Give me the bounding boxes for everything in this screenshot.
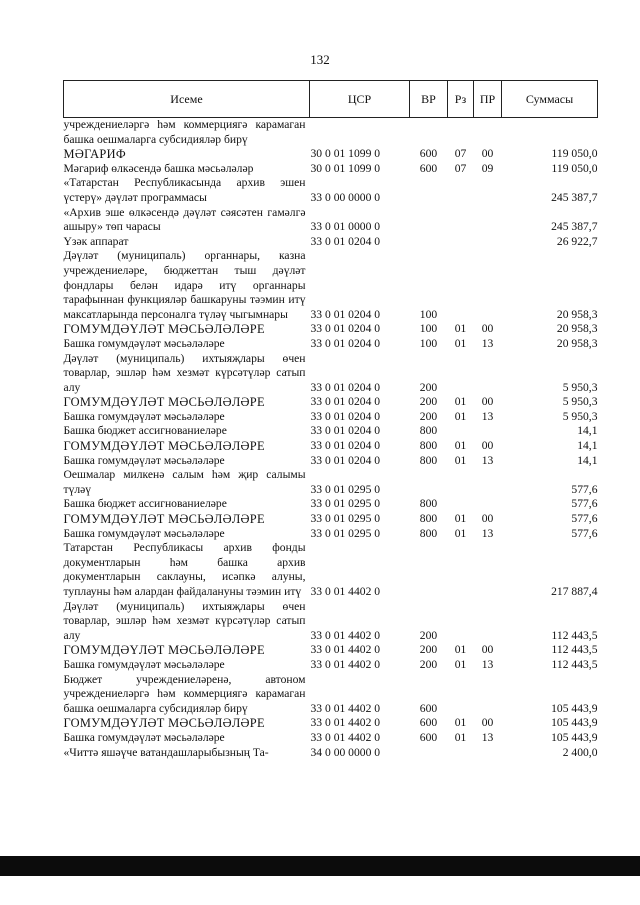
cell-rz: 01 bbox=[454, 453, 467, 467]
cell-sum: 14,1 bbox=[577, 424, 598, 438]
cell-sum: 105 443,9 bbox=[551, 716, 598, 730]
cell-sum: 112 443,5 bbox=[551, 657, 598, 671]
cell-rz bbox=[448, 468, 474, 497]
cell-name: «Архив эше өлкәсендә дәүләт сәясәтен гамәлгә ашыру» төп чарасы bbox=[63, 205, 306, 234]
cell-vr: 100 bbox=[419, 322, 438, 336]
header-csr: ЦСР bbox=[310, 81, 410, 118]
cell-pr bbox=[474, 468, 502, 497]
cell-pr: 13 bbox=[481, 657, 494, 671]
table-row bbox=[64, 162, 598, 177]
cell-name: Башка гомумдәүләт мәсьәләләре bbox=[63, 336, 225, 350]
cell-rz bbox=[448, 541, 474, 599]
cell-sum: 112 443,5 bbox=[551, 628, 598, 642]
cell-rz bbox=[448, 249, 474, 322]
table-row bbox=[64, 600, 598, 644]
cell-sum bbox=[502, 118, 598, 148]
table-row bbox=[64, 731, 598, 746]
cell-rz: 01 bbox=[454, 730, 467, 744]
cell-pr bbox=[474, 600, 502, 644]
header-pr: ПР bbox=[474, 81, 502, 118]
cell-sum: 14,1 bbox=[577, 439, 598, 453]
cell-name: Бюджет учреждениеләренә, автоном учреждениеләргә һәм коммерциягә карамаган башка оешмаларга субсидияләр бирү bbox=[63, 672, 306, 715]
cell-pr: 00 bbox=[481, 322, 494, 336]
cell-vr: 800 bbox=[419, 497, 438, 511]
table-row bbox=[64, 454, 598, 469]
cell-name: Башка бюджет ассигнованиеләре bbox=[63, 424, 227, 438]
cell-rz bbox=[448, 235, 474, 250]
table-row bbox=[64, 497, 598, 512]
cell-sum: 105 443,9 bbox=[551, 701, 598, 715]
header-name: Исеме bbox=[64, 81, 310, 118]
cell-name: ГОМУМДӘҮЛӘТ МӘСЬӘЛӘЛӘРЕ bbox=[63, 716, 265, 731]
table-row bbox=[64, 673, 598, 717]
cell-vr: 800 bbox=[419, 526, 438, 540]
cell-vr: 200 bbox=[419, 657, 438, 671]
table-row bbox=[64, 658, 598, 673]
cell-csr: 33 0 01 0204 0 bbox=[310, 234, 381, 248]
cell-name: Башка гомумдәүләт мәсьәләләре bbox=[63, 453, 225, 467]
cell-csr: 33 0 01 4402 0 bbox=[310, 657, 381, 671]
cell-vr: 800 bbox=[419, 453, 438, 467]
cell-name: «Читтә яшәүче ватандашларыбызның Та- bbox=[63, 745, 269, 759]
header-sum: Суммасы bbox=[502, 81, 598, 118]
cell-pr bbox=[474, 118, 502, 148]
table-row bbox=[64, 352, 598, 396]
cell-pr bbox=[474, 235, 502, 250]
cell-csr: 33 0 01 4402 0 bbox=[310, 628, 381, 642]
cell-sum: 26 922,7 bbox=[556, 234, 598, 248]
cell-rz bbox=[448, 673, 474, 717]
cell-csr: 33 0 01 0204 0 bbox=[310, 322, 381, 336]
cell-csr: 33 0 01 4402 0 bbox=[310, 643, 381, 657]
table-row bbox=[64, 468, 598, 497]
cell-pr bbox=[474, 497, 502, 512]
cell-vr bbox=[410, 468, 448, 497]
cell-sum: 20 958,3 bbox=[556, 322, 598, 336]
cell-rz: 01 bbox=[454, 439, 467, 453]
cell-sum: 119 050,0 bbox=[551, 147, 598, 161]
cell-pr: 13 bbox=[481, 453, 494, 467]
cell-sum: 5 950,3 bbox=[562, 409, 598, 423]
cell-rz: 01 bbox=[454, 657, 467, 671]
cell-vr: 200 bbox=[419, 409, 438, 423]
cell-rz bbox=[448, 746, 474, 761]
cell-rz: 01 bbox=[454, 336, 467, 350]
cell-pr: 00 bbox=[481, 643, 494, 657]
cell-name: Дәүләт (муниципаль) ихтыяҗлары өчен товарлар, эшләр һәм хезмәт күрсәтүләр сатып алу bbox=[63, 599, 306, 642]
cell-csr: 33 0 01 0295 0 bbox=[310, 482, 381, 496]
table-row bbox=[64, 176, 598, 205]
cell-vr bbox=[410, 235, 448, 250]
table-row bbox=[64, 249, 598, 322]
cell-name: ГОМУМДӘҮЛӘТ МӘСЬӘЛӘЛӘРЕ bbox=[63, 643, 265, 658]
cell-sum: 20 958,3 bbox=[556, 336, 598, 350]
cell-name: Дәүләт (муниципаль) органнары, казна учреждениеләре, бюджеттан тыш дәүләт фондлары белән идарә итү органнары тарафыннан функцияләр башкаруны тәэмин итү максатларында персоналга түләү чыгымнары bbox=[63, 249, 306, 321]
table-row bbox=[64, 512, 598, 527]
cell-sum: 2 400,0 bbox=[562, 745, 598, 759]
table-row bbox=[64, 746, 598, 761]
cell-name: «Татарстан Республикасында архив эшен үстерү» дәүләт программасы bbox=[63, 176, 306, 204]
cell-csr: 33 0 01 0000 0 bbox=[310, 220, 381, 234]
cell-vr: 200 bbox=[419, 643, 438, 657]
cell-sum: 20 958,3 bbox=[556, 307, 598, 321]
cell-name: ГОМУМДӘҮЛӘТ МӘСЬӘЛӘЛӘРЕ bbox=[63, 439, 265, 454]
cell-pr: 00 bbox=[481, 439, 494, 453]
cell-csr: 34 0 00 0000 0 bbox=[310, 745, 381, 759]
cell-name: МӘГАРИФ bbox=[63, 147, 126, 162]
table-row bbox=[64, 235, 598, 250]
cell-rz bbox=[448, 206, 474, 235]
cell-pr: 13 bbox=[481, 409, 494, 423]
cell-name: Башка гомумдәүләт мәсьәләләре bbox=[63, 657, 225, 671]
cell-csr: 30 0 01 1099 0 bbox=[310, 161, 381, 175]
cell-sum: 577,6 bbox=[571, 497, 598, 511]
cell-vr: 200 bbox=[419, 380, 438, 394]
cell-vr: 100 bbox=[419, 307, 438, 321]
cell-vr: 600 bbox=[419, 730, 438, 744]
cell-csr: 33 0 01 0295 0 bbox=[310, 512, 381, 526]
cell-vr: 800 bbox=[419, 439, 438, 453]
cell-vr bbox=[410, 206, 448, 235]
cell-pr bbox=[474, 424, 502, 439]
cell-csr: 33 0 01 0204 0 bbox=[310, 424, 381, 438]
cell-rz bbox=[448, 497, 474, 512]
cell-vr: 100 bbox=[419, 336, 438, 350]
cell-pr bbox=[474, 541, 502, 599]
cell-vr: 800 bbox=[419, 424, 438, 438]
cell-vr: 200 bbox=[419, 628, 438, 642]
budget-table-container bbox=[63, 80, 597, 760]
cell-pr bbox=[474, 249, 502, 322]
cell-csr: 33 0 01 0204 0 bbox=[310, 395, 381, 409]
cell-name: учреждениеләргә һәм коммерциягә карамаган башка оешмаларга субсидияләр бирү bbox=[63, 118, 306, 146]
cell-name: Башка гомумдәүләт мәсьәләләре bbox=[63, 526, 225, 540]
table-row bbox=[64, 206, 598, 235]
cell-vr: 600 bbox=[419, 716, 438, 730]
cell-rz: 01 bbox=[454, 526, 467, 540]
cell-csr: 33 0 01 4402 0 bbox=[310, 585, 381, 598]
table-row bbox=[64, 147, 598, 162]
cell-vr: 800 bbox=[419, 512, 438, 526]
cell-rz bbox=[448, 176, 474, 205]
cell-sum: 119 050,0 bbox=[551, 161, 598, 175]
cell-rz: 01 bbox=[454, 512, 467, 526]
table-row bbox=[64, 395, 598, 410]
header-row bbox=[64, 81, 598, 118]
cell-sum: 577,6 bbox=[571, 512, 598, 526]
cell-vr bbox=[410, 541, 448, 599]
cell-vr bbox=[410, 118, 448, 148]
cell-name: Татарстан Республикасы архив фонды документларын һәм башка архив документларын саклауны, исәпкә алуны, туплауны һәм алардан файдалануны тәэмин итү bbox=[63, 541, 306, 598]
cell-name: Мәгариф өлкәсендә башка мәсьәләләр bbox=[63, 161, 254, 175]
cell-name: Дәүләт (муниципаль) ихтыяҗлары өчен товарлар, эшләр һәм хезмәт күрсәтүләр сатып алу bbox=[63, 351, 306, 394]
cell-sum: 5 950,3 bbox=[562, 380, 598, 394]
cell-sum: 5 950,3 bbox=[562, 395, 598, 409]
table-row bbox=[64, 527, 598, 542]
cell-csr: 33 0 01 0204 0 bbox=[310, 453, 381, 467]
cell-rz: 01 bbox=[454, 322, 467, 336]
cell-pr: 00 bbox=[481, 395, 494, 409]
cell-rz: 07 bbox=[454, 147, 467, 161]
cell-rz: 01 bbox=[454, 716, 467, 730]
table-row bbox=[64, 337, 598, 352]
cell-csr bbox=[310, 118, 410, 148]
cell-csr: 33 0 01 0295 0 bbox=[310, 497, 381, 511]
table-row bbox=[64, 643, 598, 658]
cell-rz bbox=[448, 600, 474, 644]
cell-rz: 01 bbox=[454, 643, 467, 657]
cell-vr bbox=[410, 176, 448, 205]
cell-sum: 14,1 bbox=[577, 453, 598, 467]
cell-sum: 245 387,7 bbox=[551, 220, 598, 234]
cell-vr: 600 bbox=[419, 147, 438, 161]
cell-pr bbox=[474, 206, 502, 235]
cell-csr: 33 0 01 0204 0 bbox=[310, 409, 381, 423]
header-rz: Рз bbox=[448, 81, 474, 118]
table-row bbox=[64, 541, 598, 599]
cell-vr bbox=[410, 746, 448, 761]
cell-name: Үзәк аппарат bbox=[63, 234, 129, 248]
cell-csr: 33 0 01 0204 0 bbox=[310, 380, 381, 394]
cell-vr: 200 bbox=[419, 395, 438, 409]
cell-sum: 217 887,4 bbox=[551, 585, 598, 598]
table-header bbox=[64, 81, 598, 118]
cell-sum: 577,6 bbox=[571, 526, 598, 540]
table-body bbox=[64, 118, 598, 761]
cell-pr: 00 bbox=[481, 716, 494, 730]
cell-rz bbox=[448, 118, 474, 148]
cell-pr bbox=[474, 746, 502, 761]
cell-pr bbox=[474, 673, 502, 717]
cell-rz: 07 bbox=[454, 161, 467, 175]
cell-sum: 112 443,5 bbox=[551, 643, 598, 657]
cell-rz: 01 bbox=[454, 395, 467, 409]
cell-sum: 577,6 bbox=[571, 482, 598, 496]
cell-pr: 00 bbox=[481, 147, 494, 161]
cell-pr bbox=[474, 176, 502, 205]
table-row bbox=[64, 424, 598, 439]
cell-name: ГОМУМДӘҮЛӘТ МӘСЬӘЛӘЛӘРЕ bbox=[63, 512, 265, 527]
cell-csr: 33 0 01 0204 0 bbox=[310, 336, 381, 350]
cell-name: Башка гомумдәүләт мәсьәләләре bbox=[63, 730, 225, 744]
cell-pr: 09 bbox=[481, 161, 494, 175]
table-row bbox=[64, 322, 598, 337]
cell-rz bbox=[448, 424, 474, 439]
cell-csr: 30 0 01 1099 0 bbox=[310, 147, 381, 161]
cell-csr: 33 0 01 4402 0 bbox=[310, 730, 381, 744]
cell-csr: 33 0 01 0295 0 bbox=[310, 526, 381, 540]
cell-name: Башка гомумдәүләт мәсьәләләре bbox=[63, 409, 225, 423]
cell-vr: 600 bbox=[419, 161, 438, 175]
cell-csr: 33 0 00 0000 0 bbox=[310, 190, 381, 204]
cell-name: Оешмалар милкенә салым һәм җир салымы түләү bbox=[63, 468, 306, 496]
budget-table bbox=[63, 80, 598, 760]
cell-rz: 01 bbox=[454, 409, 467, 423]
table-row bbox=[64, 439, 598, 454]
cell-csr: 33 0 01 4402 0 bbox=[310, 701, 381, 715]
cell-name: ГОМУМДӘҮЛӘТ МӘСЬӘЛӘЛӘРЕ bbox=[63, 395, 265, 410]
cell-sum: 245 387,7 bbox=[551, 190, 598, 204]
cell-pr: 13 bbox=[481, 730, 494, 744]
cell-csr: 33 0 01 0204 0 bbox=[310, 439, 381, 453]
cell-csr: 33 0 01 0204 0 bbox=[310, 307, 381, 321]
page-number: 132 bbox=[310, 52, 330, 67]
cell-csr: 33 0 01 4402 0 bbox=[310, 716, 381, 730]
cell-vr: 600 bbox=[419, 701, 438, 715]
table-row bbox=[64, 118, 598, 148]
scan-edge-bar bbox=[0, 856, 640, 876]
cell-pr: 13 bbox=[481, 526, 494, 540]
cell-name: Башка бюджет ассигнованиеләре bbox=[63, 497, 227, 511]
cell-sum: 105 443,9 bbox=[551, 730, 598, 744]
cell-name: ГОМУМДӘҮЛӘТ МӘСЬӘЛӘЛӘРЕ bbox=[63, 322, 265, 337]
cell-pr bbox=[474, 352, 502, 396]
cell-rz bbox=[448, 352, 474, 396]
table-row bbox=[64, 716, 598, 731]
header-vr: ВР bbox=[410, 81, 448, 118]
cell-pr: 13 bbox=[481, 336, 494, 350]
table-row bbox=[64, 410, 598, 425]
cell-pr: 00 bbox=[481, 512, 494, 526]
